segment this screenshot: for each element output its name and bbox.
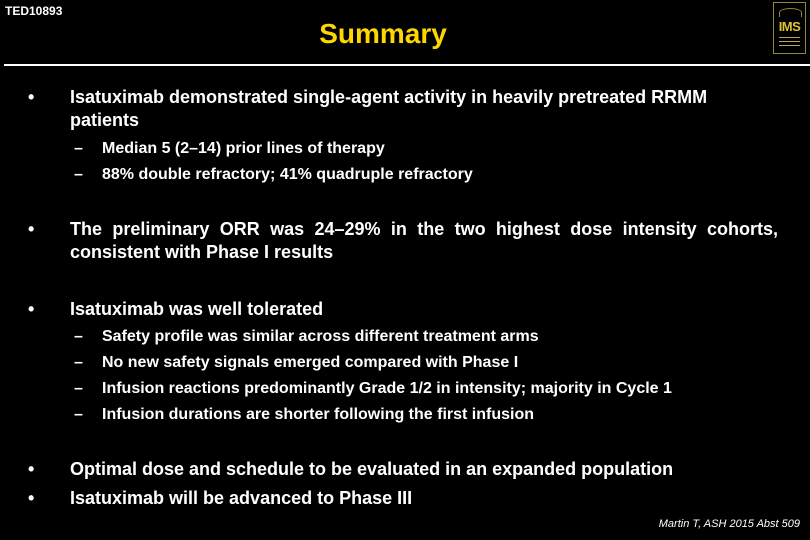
bullet-marker: • [28,219,35,239]
logo-arc-icon [779,8,802,17]
logo-fine-print-icon [779,37,800,49]
sub-bullet-marker: – [74,354,83,371]
bullet-text: Optimal dose and schedule to be evaluated in an expanded population [70,459,674,479]
sub-bullet-marker: – [74,166,83,183]
sub-bullet-text: Median 5 (2–14) prior lines of therapy [102,140,385,157]
logo-mark: IMS [778,19,801,34]
sub-bullet-item [74,327,774,347]
bullet-item [28,218,778,264]
sub-bullet-text: 88% double refractory; 41% quadruple refractory [102,166,473,183]
slide-title: Summary [319,18,447,49]
sub-bullet-marker: – [74,380,83,397]
bullet-text: The preliminary ORR was 24–29% in the two highest dose intensity cohorts, consistent with Phase I results [70,219,778,262]
sub-bullet-marker: – [74,406,83,423]
bullet-item [28,86,778,132]
title-divider [4,64,810,66]
sub-bullet-text: Infusion durations are shorter following the first infusion [102,406,535,423]
bullet-item [28,458,778,481]
bullet-text: Isatuximab will be advanced to Phase III [70,488,413,508]
bullet-item [28,487,778,510]
sub-bullet-text: Safety profile was similar across different treatment arms [102,328,539,345]
citation: Martin T, ASH 2015 Abst 509 [658,518,800,530]
sub-bullet-item [74,405,774,425]
bullet-text: Isatuximab demonstrated single-agent activity in heavily pretreated RRMM patients [70,87,708,130]
sub-bullet-item [74,139,774,159]
bullet-marker: • [28,488,35,508]
bullet-text: Isatuximab was well tolerated [70,299,324,319]
sub-bullet-item [74,353,774,373]
bullet-marker: • [28,299,35,319]
ims-logo [773,2,806,54]
slide-id: TED10893 [5,4,63,18]
bullet-marker: • [28,459,35,479]
bullet-item [28,298,778,321]
sub-bullet-marker: – [74,328,83,345]
sub-bullet-marker: – [74,140,83,157]
sub-bullet-text: Infusion reactions predominantly Grade 1/2 in intensity; majority in Cycle 1 [102,380,672,397]
bullet-marker: • [28,87,35,107]
sub-bullet-item [74,379,774,399]
sub-bullet-text: No new safety signals emerged compared with Phase I [102,354,519,371]
sub-bullet-item [74,165,774,185]
